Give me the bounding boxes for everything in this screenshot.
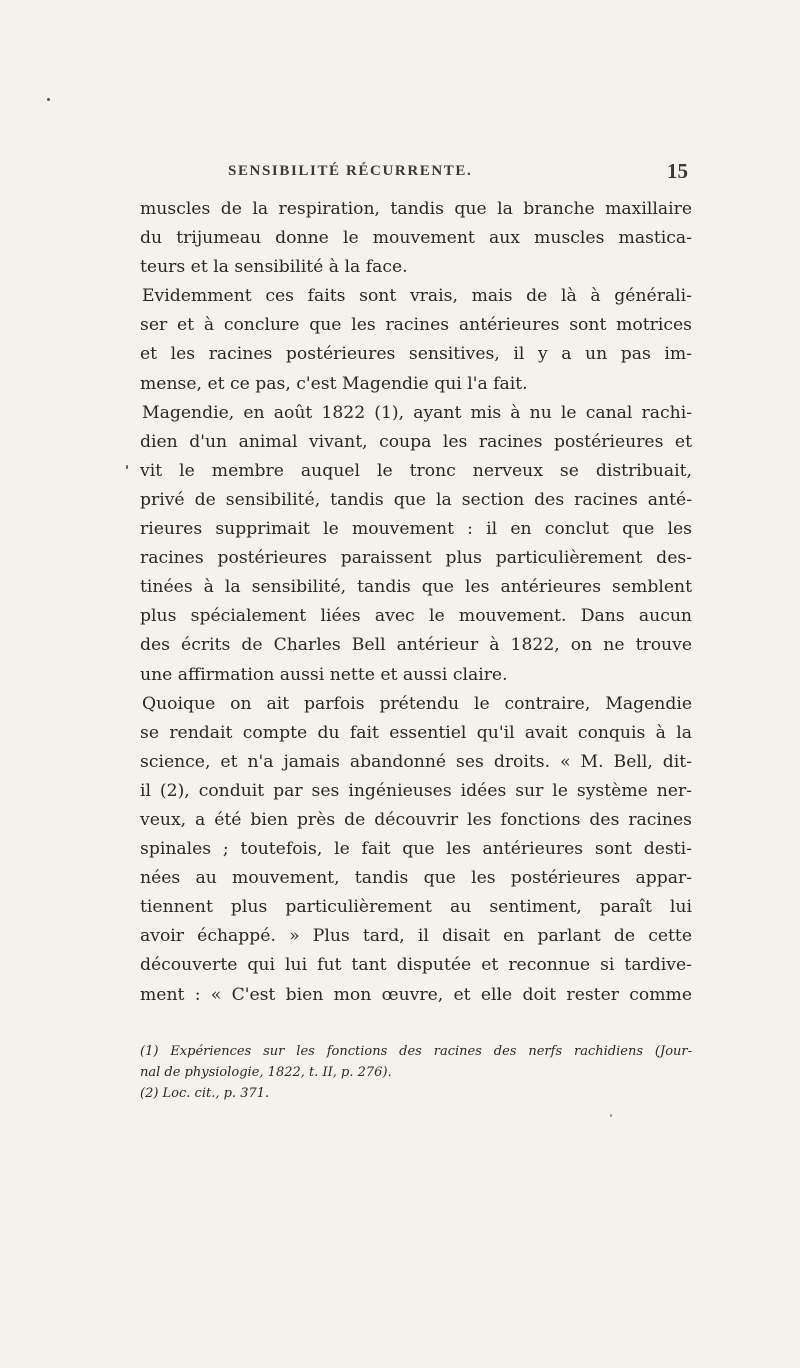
page-header	[228, 159, 688, 187]
footnotes	[140, 1041, 692, 1104]
text-line: Evidemment ces faits sont vrais, mais de là à générali-	[142, 286, 692, 307]
ink-speck	[47, 98, 50, 101]
text-line: il (2), conduit par ses ingénieuses idées sur le système ner-	[140, 780, 692, 801]
footnote-line: nal de physiologie, 1822, t. II, p. 276).	[140, 1065, 392, 1080]
text-line: nées au mouvement, tandis que les postérieures appar-	[140, 868, 692, 889]
running-title: SENSIBILITÉ RÉCURRENTE.	[228, 163, 473, 179]
text-line: tiennent plus particulièrement au sentiment, paraît lui	[140, 897, 692, 918]
text-line: teurs et la sensibilité à la face.	[140, 257, 408, 278]
footnote-line: (1) Expériences sur les fonctions des racines des nerfs rachidiens (Jour-	[140, 1044, 692, 1059]
text-line: spinales ; toutefois, le fait que les antérieures sont desti-	[140, 839, 692, 860]
text-line: dien d'un animal vivant, coupa les racines postérieures et	[140, 431, 692, 452]
text-line: rieures supprimait le mouvement : il en conclut que les	[140, 519, 692, 540]
text-line: et les racines postérieures sensitives, il y a un pas im-	[140, 344, 692, 365]
text-line: ser et à conclure que les racines antérieures sont motrices	[140, 315, 692, 336]
footnote-line: (2) Loc. cit., p. 371.	[140, 1086, 270, 1101]
text-line: science, et n'a jamais abandonné ses droits. « M. Bell, dit-	[140, 751, 692, 772]
ink-speck	[610, 1114, 612, 1117]
text-line: du trijumeau donne le mouvement aux muscles mastica-	[140, 228, 692, 249]
text-line: veux, a été bien près de découvrir les fonctions des racines	[140, 809, 692, 830]
body-text	[140, 195, 692, 1010]
page-number: 15	[667, 159, 688, 183]
text-line: avoir échappé. » Plus tard, il disait en parlant de cette	[140, 926, 692, 947]
ink-speck	[126, 465, 128, 469]
text-line: vit le membre auquel le tronc nerveux se distribuait,	[140, 460, 692, 481]
text-line: Quoique on ait parfois prétendu le contraire, Magendie	[142, 693, 692, 714]
text-line: se rendait compte du fait essentiel qu'il avait conquis à la	[140, 722, 692, 743]
text-line: des écrits de Charles Bell antérieur à 1822, on ne trouve	[140, 635, 692, 656]
text-line: découverte qui lui fut tant disputée et reconnue si tardive-	[140, 955, 692, 976]
text-line: mense, et ce pas, c'est Magendie qui l'a fait.	[140, 373, 528, 394]
text-line: plus spécialement liées avec le mouvement. Dans aucun	[140, 606, 692, 627]
text-line: une affirmation aussi nette et aussi claire.	[140, 664, 508, 685]
text-line: tinées à la sensibilité, tandis que les antérieures semblent	[140, 577, 692, 598]
text-line: privé de sensibilité, tandis que la section des racines anté-	[140, 489, 692, 510]
text-line: muscles de la respiration, tandis que la branche maxillaire	[140, 199, 692, 219]
text-line: racines postérieures paraissent plus particulièrement des-	[140, 548, 692, 569]
text-line: ment : « C'est bien mon œuvre, et elle doit rester comme	[140, 984, 692, 1005]
text-line: Magendie, en août 1822 (1), ayant mis à nu le canal rachi-	[142, 402, 692, 423]
